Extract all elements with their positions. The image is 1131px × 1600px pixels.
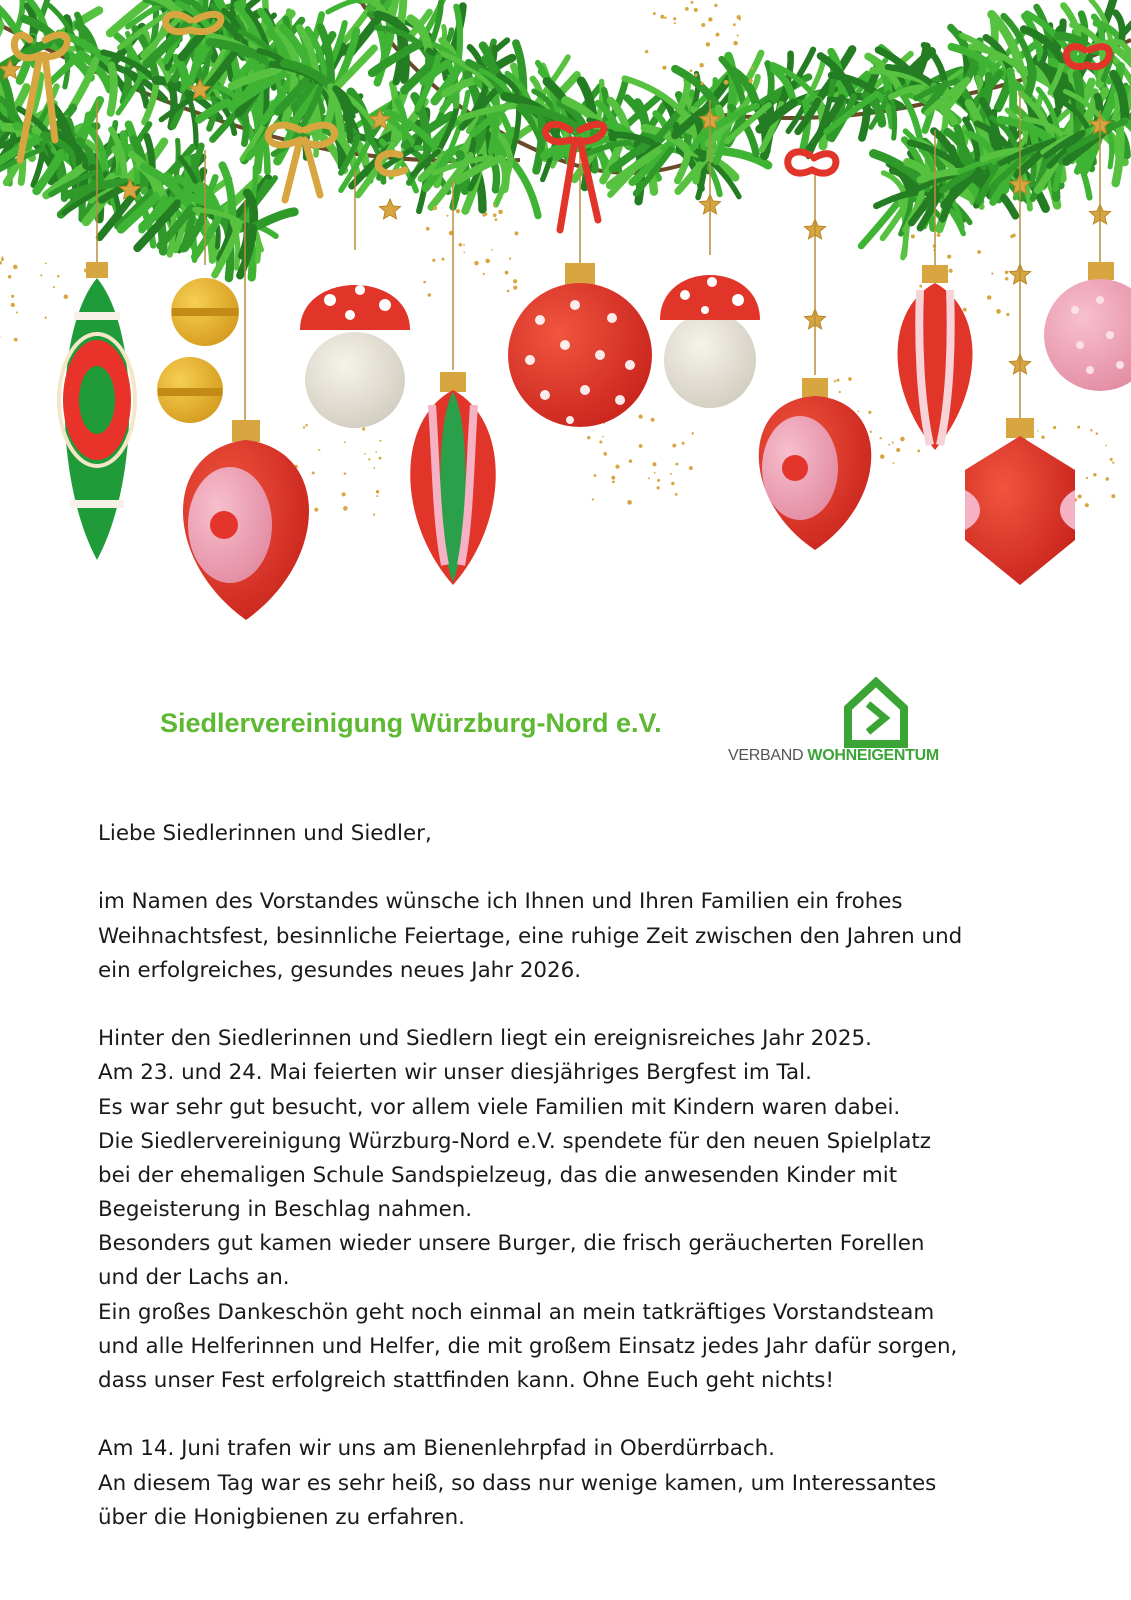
red-medallion-ornament bbox=[759, 378, 872, 550]
letter-line: Ein großes Dankeschön geht noch einmal an mein tatkräftiges Vorstandsteam bbox=[98, 1299, 935, 1325]
logo-text-verband: VERBAND bbox=[728, 747, 808, 764]
letter-line: ein erfolgreiches, gesundes neues Jahr 2026. bbox=[98, 957, 582, 983]
letter-line: und alle Helferinnen und Helfer, die mit großem Einsatz jedes Jahr dafür sorgen, bbox=[98, 1333, 958, 1359]
letter-line: im Namen des Vorstandes wünsche ich Ihnen und Ihren Familien ein frohes bbox=[98, 889, 903, 915]
verband-wohneigentum-logo-text bbox=[728, 747, 939, 765]
red-geometric-ornament bbox=[965, 418, 1075, 585]
gold-bell-ornament bbox=[157, 278, 239, 423]
striped-ornament bbox=[410, 372, 496, 585]
letter-line: Weihnachtsfest, besinnliche Feiertage, eine ruhige Zeit zwischen den Jahren und bbox=[98, 923, 963, 949]
organization-name: Siedlervereinigung Würzburg-Nord e.V. bbox=[160, 708, 662, 738]
letter-body bbox=[98, 817, 1078, 1535]
red-striped-ornament bbox=[898, 265, 973, 450]
letter-line: Besonders gut kamen wieder unsere Burger, die frisch geräucherten Forellen bbox=[98, 1231, 925, 1257]
mushroom-ornament-2 bbox=[660, 275, 760, 408]
letter-line: und der Lachs an. bbox=[98, 1265, 290, 1291]
pink-ball-ornament bbox=[1044, 262, 1131, 391]
red-pink-ornament bbox=[183, 420, 309, 620]
green-finial-ornament bbox=[59, 262, 135, 560]
letter-line: Am 14. Juni trafen wir uns am Bienenlehrpfad in Oberdürrbach. bbox=[98, 1436, 775, 1462]
letter-line: dass unser Fest erfolgreich stattfinden kann. Ohne Euch geht nichts! bbox=[98, 1368, 834, 1393]
letter-line: Am 23. und 24. Mai feierten wir unser diesjähriges Bergfest im Tal. bbox=[98, 1060, 812, 1086]
letter-line: über die Honigbienen zu erfahren. bbox=[98, 1504, 465, 1530]
letter-line: bei der ehemaligen Schule Sandspielzeug, das die anwesenden Kinder mit bbox=[98, 1162, 898, 1188]
red-polka-ball bbox=[508, 263, 652, 427]
mushroom-ornament bbox=[300, 285, 410, 428]
letter-line: Die Siedlervereinigung Würzburg-Nord e.V. spendete für den neuen Spielplatz bbox=[98, 1128, 932, 1154]
letter-line: Hinter den Siedlerinnen und Siedlern liegt ein ereignisreiches Jahr 2025. bbox=[98, 1026, 872, 1052]
letter-line: Begeisterung in Beschlag nahmen. bbox=[98, 1197, 473, 1223]
letter-line: An diesem Tag war es sehr heiß, so dass nur wenige kamen, um Interessantes bbox=[98, 1470, 937, 1496]
letter-greeting: Liebe Siedlerinnen und Siedler, bbox=[98, 821, 432, 846]
logo-text-wohneigentum: WOHNEIGENTUM bbox=[807, 747, 939, 764]
christmas-garland-illustration bbox=[0, 0, 1131, 640]
letter-line: Es war sehr gut besucht, vor allem viele Familien mit Kindern waren dabei. bbox=[98, 1094, 901, 1120]
